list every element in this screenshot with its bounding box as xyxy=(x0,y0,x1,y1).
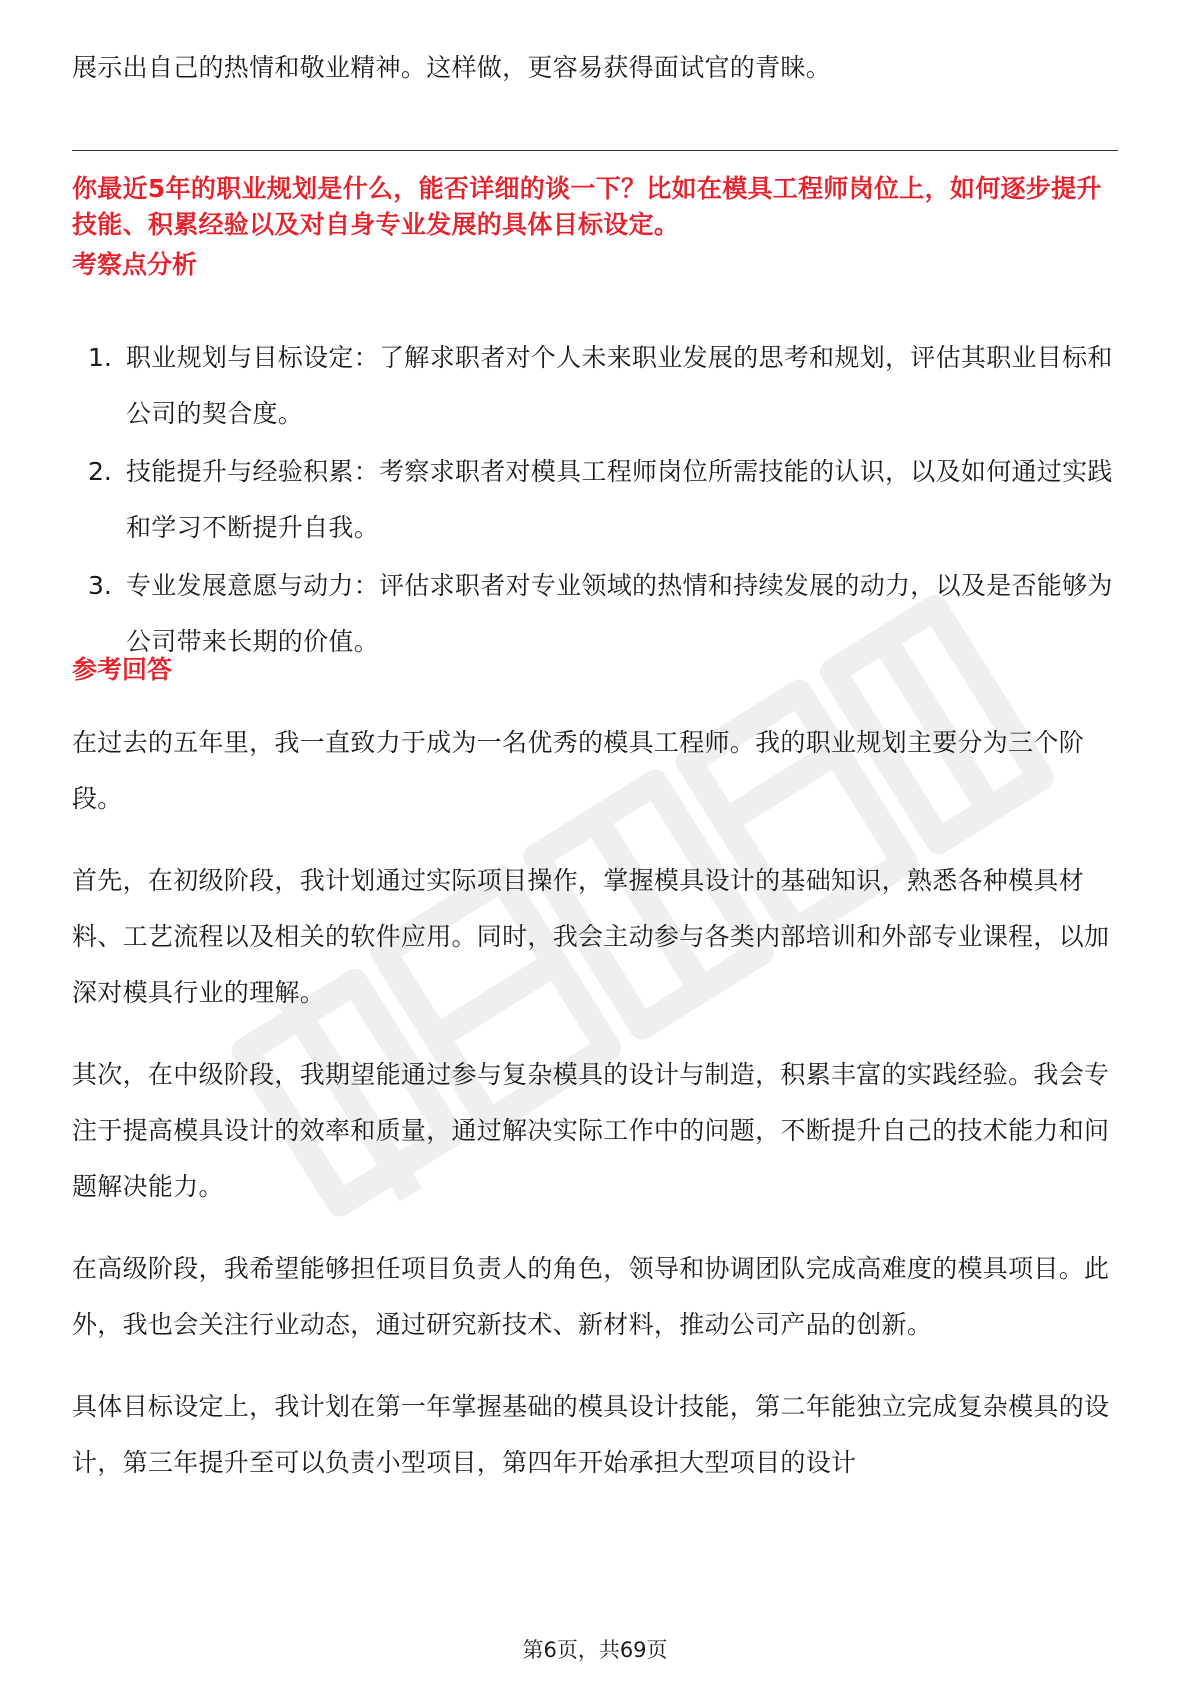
list-item xyxy=(72,444,1118,556)
list-item-text: 专业发展意愿与动力：评估求职者对专业领域的热情和持续发展的动力，以及是否能够为公司带来长期的价值。 xyxy=(126,571,1113,656)
answer-paragraph: 其次，在中级阶段，我期望能通过参与复杂模具的设计与制造，积累丰富的实践经验。我会专注于提高模具设计的效率和质量，通过解决实际工作中的问题，不断提升自己的技术能力和问题解决能力。 xyxy=(72,1060,1110,1201)
section-divider xyxy=(72,150,1118,151)
list-item-number: 1. xyxy=(88,343,112,372)
list-item-text: 职业规划与目标设定：了解求职者对个人未来职业发展的思考和规划，评估其职业目标和公司的契合度。 xyxy=(126,343,1113,428)
answer-paragraph: 具体目标设定上，我计划在第一年掌握基础的模具设计技能，第二年能独立完成复杂模具的设计，第三年提升至可以负责小型项目，第四年开始承担大型项目的设计 xyxy=(72,1392,1110,1477)
answer-paragraph: 首先，在初级阶段，我计划通过实际项目操作，掌握模具设计的基础知识，熟悉各种模具材料、工艺流程以及相关的软件应用。同时，我会主动参与各类内部培训和外部专业课程，以加深对模具行业的理解。 xyxy=(72,866,1110,1007)
answer-paragraph: 在过去的五年里，我一直致力于成为一名优秀的模具工程师。我的职业规划主要分为三个阶段。 xyxy=(72,728,1085,813)
list-item xyxy=(72,330,1118,442)
answer-body xyxy=(72,715,1118,1517)
question-heading: 你最近5年的职业规划是什么，能否详细的谈一下？比如在模具工程师岗位上，如何逐步提升技能、积累经验以及对自身专业发展的具体目标设定。 xyxy=(72,174,1102,239)
analysis-title: 考察点分析 xyxy=(72,250,198,279)
list-item-number: 3. xyxy=(88,571,112,600)
page-number-footer: 第6页，共69页 xyxy=(522,1638,668,1662)
list-item-text: 技能提升与经验积累：考察求职者对模具工程师岗位所需技能的认识，以及如何通过实践和学习不断提升自我。 xyxy=(126,457,1113,542)
answer-paragraph: 在高级阶段，我希望能够担任项目负责人的角色，领导和协调团队完成高难度的模具项目。此外，我也会关注行业动态，通过研究新技术、新材料，推动公司产品的创新。 xyxy=(72,1254,1110,1339)
intro-paragraph: 展示出自己的热情和敬业精神。这样做，更容易获得面试官的青睐。 xyxy=(72,53,832,82)
list-item xyxy=(72,558,1118,670)
analysis-list xyxy=(72,330,1118,672)
list-item-number: 2. xyxy=(88,457,112,486)
answer-title: 参考回答 xyxy=(72,655,173,684)
